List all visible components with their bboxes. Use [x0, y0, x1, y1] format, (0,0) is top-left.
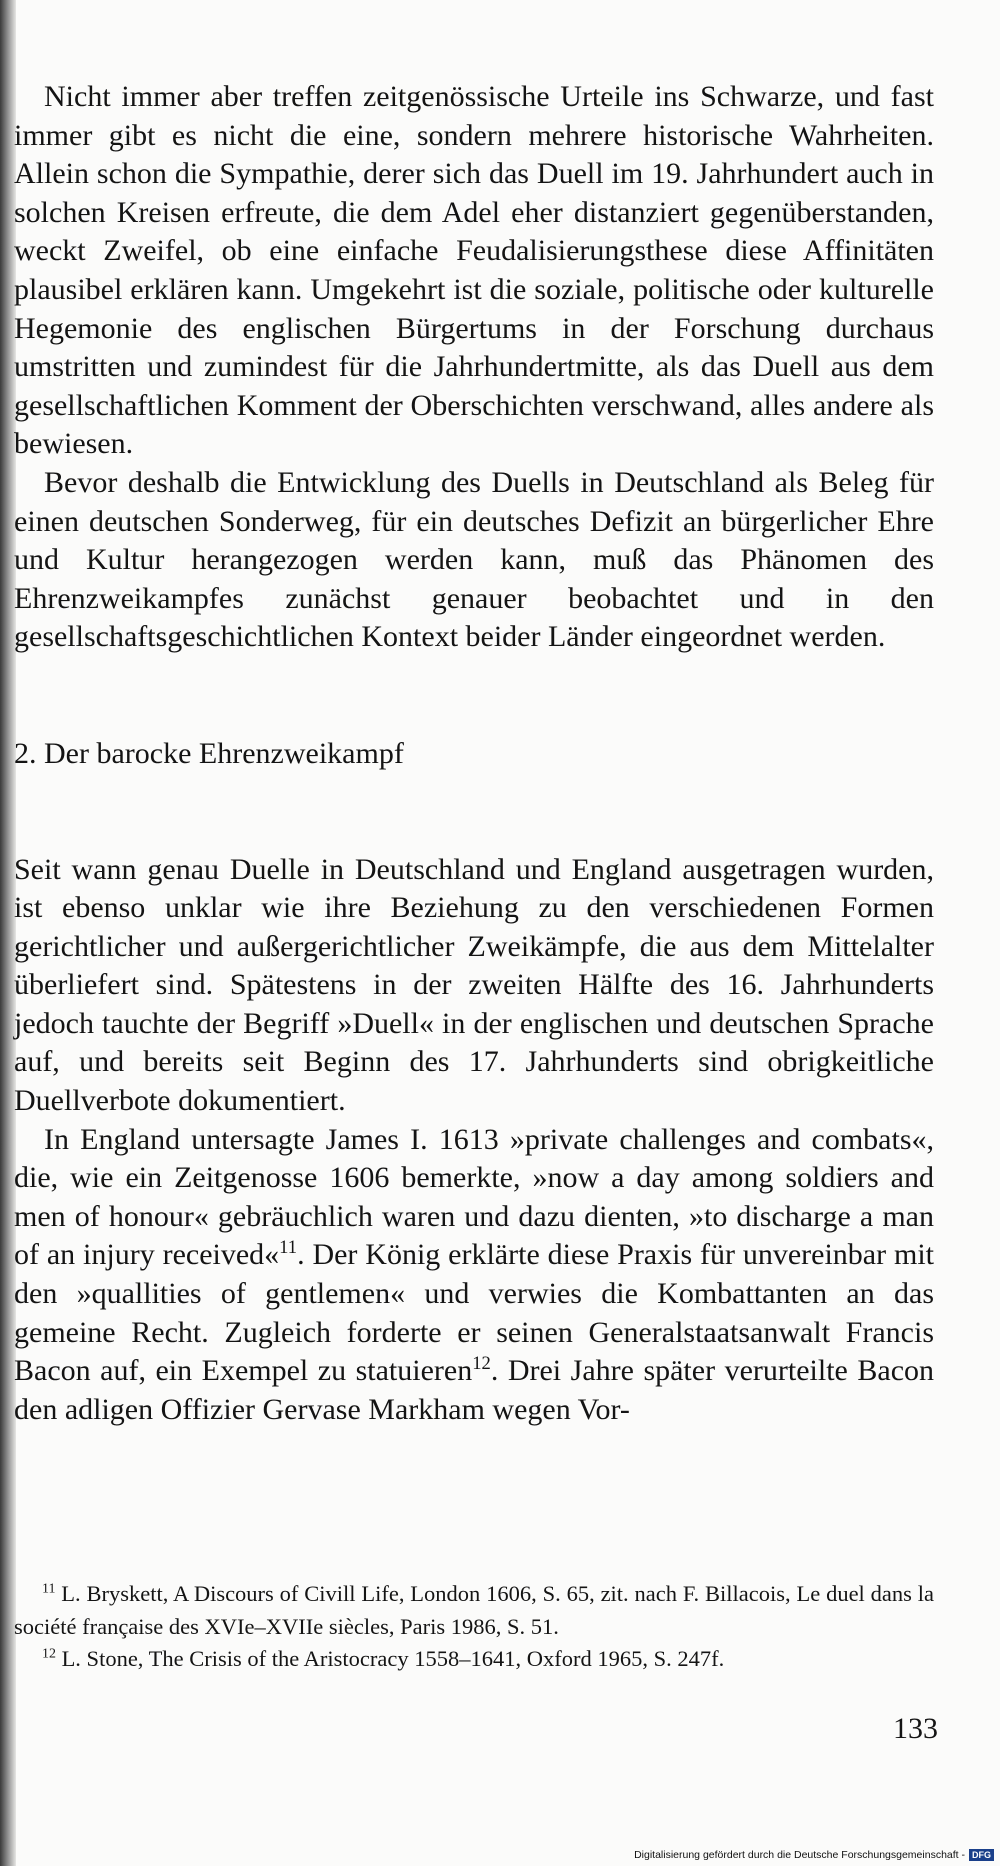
- paragraph-3: Seit wann genau Duelle in Deutschland und England ausgetragen wurden, ist ebenso unklar wie ihre Beziehung zu den verschiedenen Formen gerichtlicher und außergerichtlicher Zweikämpfe, die aus dem Mittelalter überliefert sind. Spätestens in der zweiten Hälfte des 16. Jahrhunderts jedoch tauchte der Begriff »Duell« in der englischen und deutschen Sprache auf, und bereits seit Beginn des 17. Jahrhunderts sind obrigkeitliche Duellverbote dokumentiert.: [14, 852, 934, 1118]
- footnote-text: L. Bryskett, A Discours of Civill Life, London 1606, S. 65, zit. nach F. Billacois, Le duel dans la société française des XVIe–XVIIe siècles, Paris 1986, S. 51.: [14, 1581, 934, 1639]
- credit-text: Digitalisierung gefördert durch die Deutsche Forschungsgemeinschaft -: [634, 1849, 965, 1861]
- paragraph-2: Bevor deshalb die Entwicklung des Duells in Deutschland als Beleg für einen deutschen Sonderweg, für ein deutsches Defizit an bürgerlicher Ehre und Kultur herangezogen werden kann, muß das Phänomen des Ehrenzweikampfes zunächst genauer beobachtet und in den gesellschaftsgeschichtlichen Kontext beider Länder eingeordnet werden.: [14, 465, 934, 654]
- page-number: 133: [893, 1712, 938, 1745]
- dfg-logo: DFG: [969, 1849, 994, 1861]
- footnote-number: 12: [42, 1646, 56, 1662]
- footnote-text: L. Stone, The Crisis of the Aristocracy 1558–1641, Oxford 1965, S. 247f.: [55, 1646, 725, 1671]
- paragraph-4-part-a: In England untersagte James I. 1613 »private challenges and combats«, die, wie ein Zeitgenosse 1606 bemerkte, »now a day among soldiers and men of honour« gebräuchlich waren und dazu dienten, »to discharge a man of an injury received«: [14, 1122, 934, 1272]
- footnote-11: [14, 1578, 934, 1643]
- main-text: [14, 78, 934, 1429]
- digitization-credit: [634, 1848, 994, 1862]
- paragraph-1: Nicht immer aber treffen zeitgenössische Urteile ins Schwarze, und fast immer gibt es nicht die eine, sondern mehrere historische Wahrheiten. Allein schon die Sympathie, derer sich das Duell im 19. Jahrhundert auch in solchen Kreisen erfreute, die dem Adel eher distanziert gegenüberstanden, weckt Zweifel, ob eine einfache Feudalisierungsthese diese Affinitäten plausibel erklären kann. Umgekehrt ist die soziale, politische oder kulturelle Hegemonie des englischen Bürgertums in der Forschung durchaus umstritten und zumindest für die Jahrhundertmitte, als das Duell aus dem gesellschaftlichen Komment der Oberschichten verschwand, alles andere als bewiesen.: [14, 80, 934, 461]
- footnote-12: [14, 1643, 934, 1676]
- footnote-ref-11: 11: [279, 1237, 298, 1259]
- footnotes: [14, 1578, 934, 1676]
- section-heading: 2. Der barocke Ehrenzweikampf: [14, 736, 404, 770]
- paragraph-4-part-c: . Drei Jahre später verurteilte Bacon den adligen Offizier Gervase Markham wegen Vor-: [14, 1354, 935, 1426]
- paragraph-4: [14, 1121, 934, 1430]
- footnote-number: 11: [42, 1581, 56, 1597]
- footnote-ref-12: 12: [472, 1353, 491, 1375]
- paragraph-4-part-b: . Der König erklärte diese Praxis für unvereinbar mit den »quallities of gentlemen« und verwies die Kombattanten an das gemeine Recht. Zugleich forderte er seinen Generalstaatsanwalt Francis Bacon auf, ein Exempel zu statuieren: [14, 1238, 934, 1388]
